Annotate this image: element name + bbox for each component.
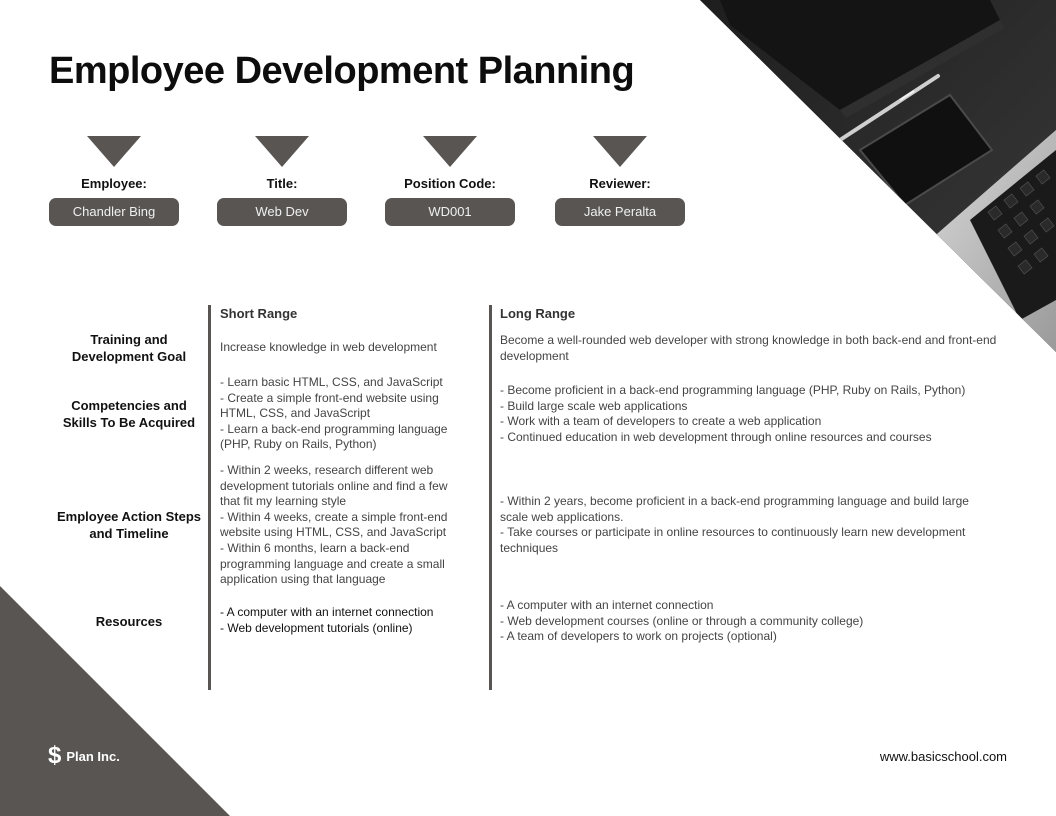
divider	[208, 305, 211, 690]
title-label: Title:	[266, 176, 298, 191]
list-item: - Take courses or participate in online resources to continuously learn new development techniques	[500, 525, 966, 555]
action-steps-short-range	[220, 463, 464, 588]
competencies-long-range	[500, 383, 1000, 445]
list-item: - Within 2 years, become proficient in a back-end programming language and build large scale web applications.	[500, 494, 969, 524]
brand-logo	[48, 744, 120, 768]
list-item: - A team of developers to work on projects (optional)	[500, 629, 777, 644]
down-triangle-icon	[423, 136, 477, 167]
reviewer-label: Reviewer:	[589, 176, 651, 191]
row-label-goal: Training and Development Goal	[71, 332, 187, 364]
row-label-action-steps: Employee Action Steps and Timeline	[57, 509, 201, 541]
reviewer-value: Jake Peralta	[555, 198, 685, 226]
reviewer-field	[555, 136, 685, 226]
competencies-short-range	[220, 375, 456, 453]
employee-value: Chandler Bing	[49, 198, 179, 226]
list-item: - Build large scale web applications	[500, 398, 688, 413]
long-range-header: Long Range	[500, 306, 576, 321]
list-item: Increase knowledge in web development	[220, 340, 437, 354]
list-item: - Within 2 weeks, research different web development tutorials online and find a few that fit my learning style	[220, 463, 448, 509]
list-item: - Web development tutorials (online)	[220, 620, 413, 635]
row-label-resources: Resources	[95, 614, 163, 629]
list-item: - Within 4 weeks, create a simple front-end website using HTML, CSS, and JavaScript	[220, 509, 448, 540]
list-item: - A computer with an internet connection	[500, 598, 714, 612]
list-item: - Learn basic HTML, CSS, and JavaScript	[220, 375, 443, 389]
action-steps-long-range	[500, 494, 990, 556]
down-triangle-icon	[593, 136, 647, 167]
desk-photo	[700, 0, 1056, 352]
list-item: - A computer with an internet connection	[220, 605, 434, 619]
position-code-label: Position Code:	[404, 176, 496, 191]
position-code-field	[385, 136, 515, 226]
list-item: - Learn a back-end programming language (PHP, Ruby on Rails, Python)	[220, 421, 448, 452]
list-item: - Create a simple front-end website using HTML, CSS, and JavaScript	[220, 390, 439, 421]
brand-name: Plan Inc.	[66, 748, 120, 764]
employee-label: Employee:	[81, 176, 147, 191]
down-triangle-icon	[255, 136, 309, 167]
title-field	[217, 136, 347, 226]
list-item: - Work with a team of developers to create a web application	[500, 414, 822, 429]
page-title: Employee Development Planning	[49, 50, 635, 92]
list-item: - Become proficient in a back-end programming language (PHP, Ruby on Rails, Python)	[500, 383, 966, 397]
list-item: Become a well-rounded web developer with strong knowledge in both back-end and front-end development	[500, 333, 997, 363]
row-label-competencies: Competencies and Skills To Be Acquired	[62, 398, 196, 430]
list-item: - Continued education in web development through online resources and courses	[500, 429, 932, 444]
short-range-header: Short Range	[220, 306, 298, 321]
divider	[489, 305, 492, 690]
title-value: Web Dev	[217, 198, 347, 226]
dollar-icon: $	[48, 742, 62, 769]
goal-short-range	[220, 340, 480, 356]
goal-long-range	[500, 333, 1000, 364]
resources-long-range	[500, 598, 1000, 645]
list-item: - Web development courses (online or through a community college)	[500, 613, 864, 628]
down-triangle-icon	[87, 136, 141, 167]
website-link[interactable]: www.basicschool.com	[879, 749, 1007, 764]
employee-field	[49, 136, 179, 226]
resources-short-range	[220, 605, 480, 636]
list-item: - Within 6 months, learn a back-end programming language and create a small application using that language	[220, 540, 445, 587]
position-code-value: WD001	[385, 198, 515, 226]
